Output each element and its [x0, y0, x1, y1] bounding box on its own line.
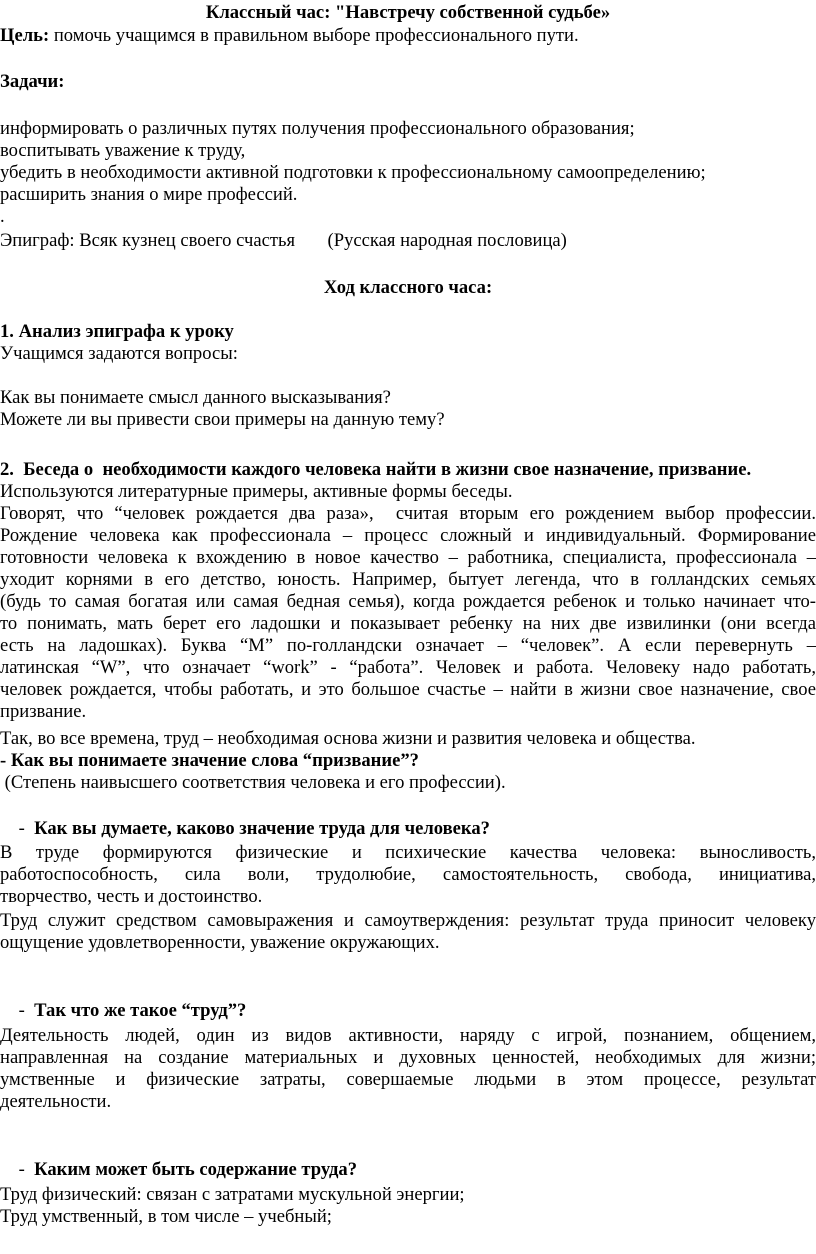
task-item: расширить знания о мире профессий. — [0, 184, 298, 205]
separator-dot: . — [0, 206, 5, 227]
goal-line — [0, 25, 816, 47]
goal-label: Цель: — [0, 25, 50, 46]
definition-line: направленная на создание материальных и духовных ценностей, необходимых для жизни; — [0, 1047, 816, 1068]
answer-vocation: (Степень наивысшего соответствия человека и его профессии). — [0, 772, 506, 793]
labor-line: Труд служит средством самовыражения и самоутверждения: результат труда приносит человеку — [0, 910, 816, 931]
task-item: информировать о различных путях получения профессионального образования; — [0, 118, 635, 139]
section1-heading: 1. Анализ эпиграфа к уроку — [0, 321, 234, 342]
question-labor-text: Как вы думаете, каково значение труда для человека? — [29, 818, 490, 839]
definition-line: деятельности. — [0, 1091, 112, 1112]
labor-line: В труде формируются физические и психические качества человека: выносливость, — [0, 842, 816, 863]
labor-line: творчество, честь и достоинство. — [0, 886, 263, 907]
paragraph-line: уходит корнями в его детство, юность. Например, бытует легенда, что в голландских семьях — [0, 569, 816, 590]
section1-intro: Учащимся задаются вопросы: — [0, 343, 238, 364]
tasks-heading: Задачи: — [0, 71, 65, 92]
course-heading: Ход классного часа: — [323, 277, 493, 298]
question-vocation: - Как вы понимаете значение слова “призвание”? — [0, 750, 419, 771]
paragraph-line: латинская “W”, что означает “work” - “работа”. Человек и работа. Человеку надо работать, — [0, 657, 816, 678]
task-item: воспитывать уважение к труду, — [0, 140, 246, 161]
paragraph-line: Используются литературные примеры, активные формы беседы. — [0, 481, 513, 502]
goal-text: помочь учащимся в правильном выборе профессионального пути. — [49, 25, 579, 46]
definition-line: Деятельность людей, один из видов активности, наряду с игрой, познанием, общением, — [0, 1025, 816, 1046]
paragraph-line: Так, во все времена, труд – необходимая основа жизни и развития человека и общества. — [0, 728, 696, 749]
definition-line: умственные и физические затраты, совершаемые людьми в этом процессе, результат — [0, 1069, 816, 1090]
question-content-text: Каким может быть содержание труда? — [29, 1159, 358, 1180]
paragraph-line: есть на ладошках). Буква “М” по-голландски означает – “человек”. А если перевернуть – — [0, 635, 816, 656]
section1-question: Как вы понимаете смысл данного высказывания? — [0, 387, 391, 408]
labor-line: ощущение удовлетворенности, уважение окружающих. — [0, 932, 440, 953]
content-line: Труд умственный, в том числе – учебный; — [0, 1206, 332, 1227]
section2-heading: 2. Беседа о необходимости каждого человека найти в жизни свое назначение, призвание. — [0, 459, 752, 480]
paragraph-line: человек рождается, чтобы работать, и это большое счастье – найти в жизни свое назначение, свое — [0, 679, 816, 700]
document-title: Классный час: "Навстречу собственной судьбе» — [205, 2, 611, 23]
paragraph-line: готовности человека к вхождению в новое качество – работника, специалиста, профессионала – — [0, 547, 816, 568]
paragraph-line: Говорят, что “человек рождается два раза», считая вторым его рождением выбор профессии. — [0, 503, 816, 524]
paragraph-line: то понимать, мать берет его ладошки и показывает ребенку на них две извилинки (они всегда — [0, 613, 816, 634]
question-dash: - — [18, 818, 30, 839]
labor-line: работоспособность, сила воли, трудолюбие, самостоятельность, свобода, инициатива, — [0, 864, 816, 885]
content-line: Труд физический: связан с затратами мускульной энергии; — [0, 1184, 465, 1205]
epigraph: Эпиграф: Всяк кузнец своего счастья (Русская народная пословица) — [0, 230, 567, 251]
question-what-labor-text: Так что же такое “труд”? — [29, 1000, 247, 1021]
question-dash: - — [18, 1000, 30, 1021]
paragraph-line: (будь то самая богатая или самая бедная семья), когда рождается ребенок и только начинает что- — [0, 591, 816, 612]
question-dash: - — [18, 1159, 30, 1180]
task-item: убедить в необходимости активной подготовки к профессиональному самоопределению; — [0, 162, 706, 183]
section1-question: Можете ли вы привести свои примеры на данную тему? — [0, 409, 445, 430]
paragraph-line: призвание. — [0, 701, 87, 722]
paragraph-line: Рождение человека как профессионала – процесс сложный и индивидуальный. Формирование — [0, 525, 816, 546]
